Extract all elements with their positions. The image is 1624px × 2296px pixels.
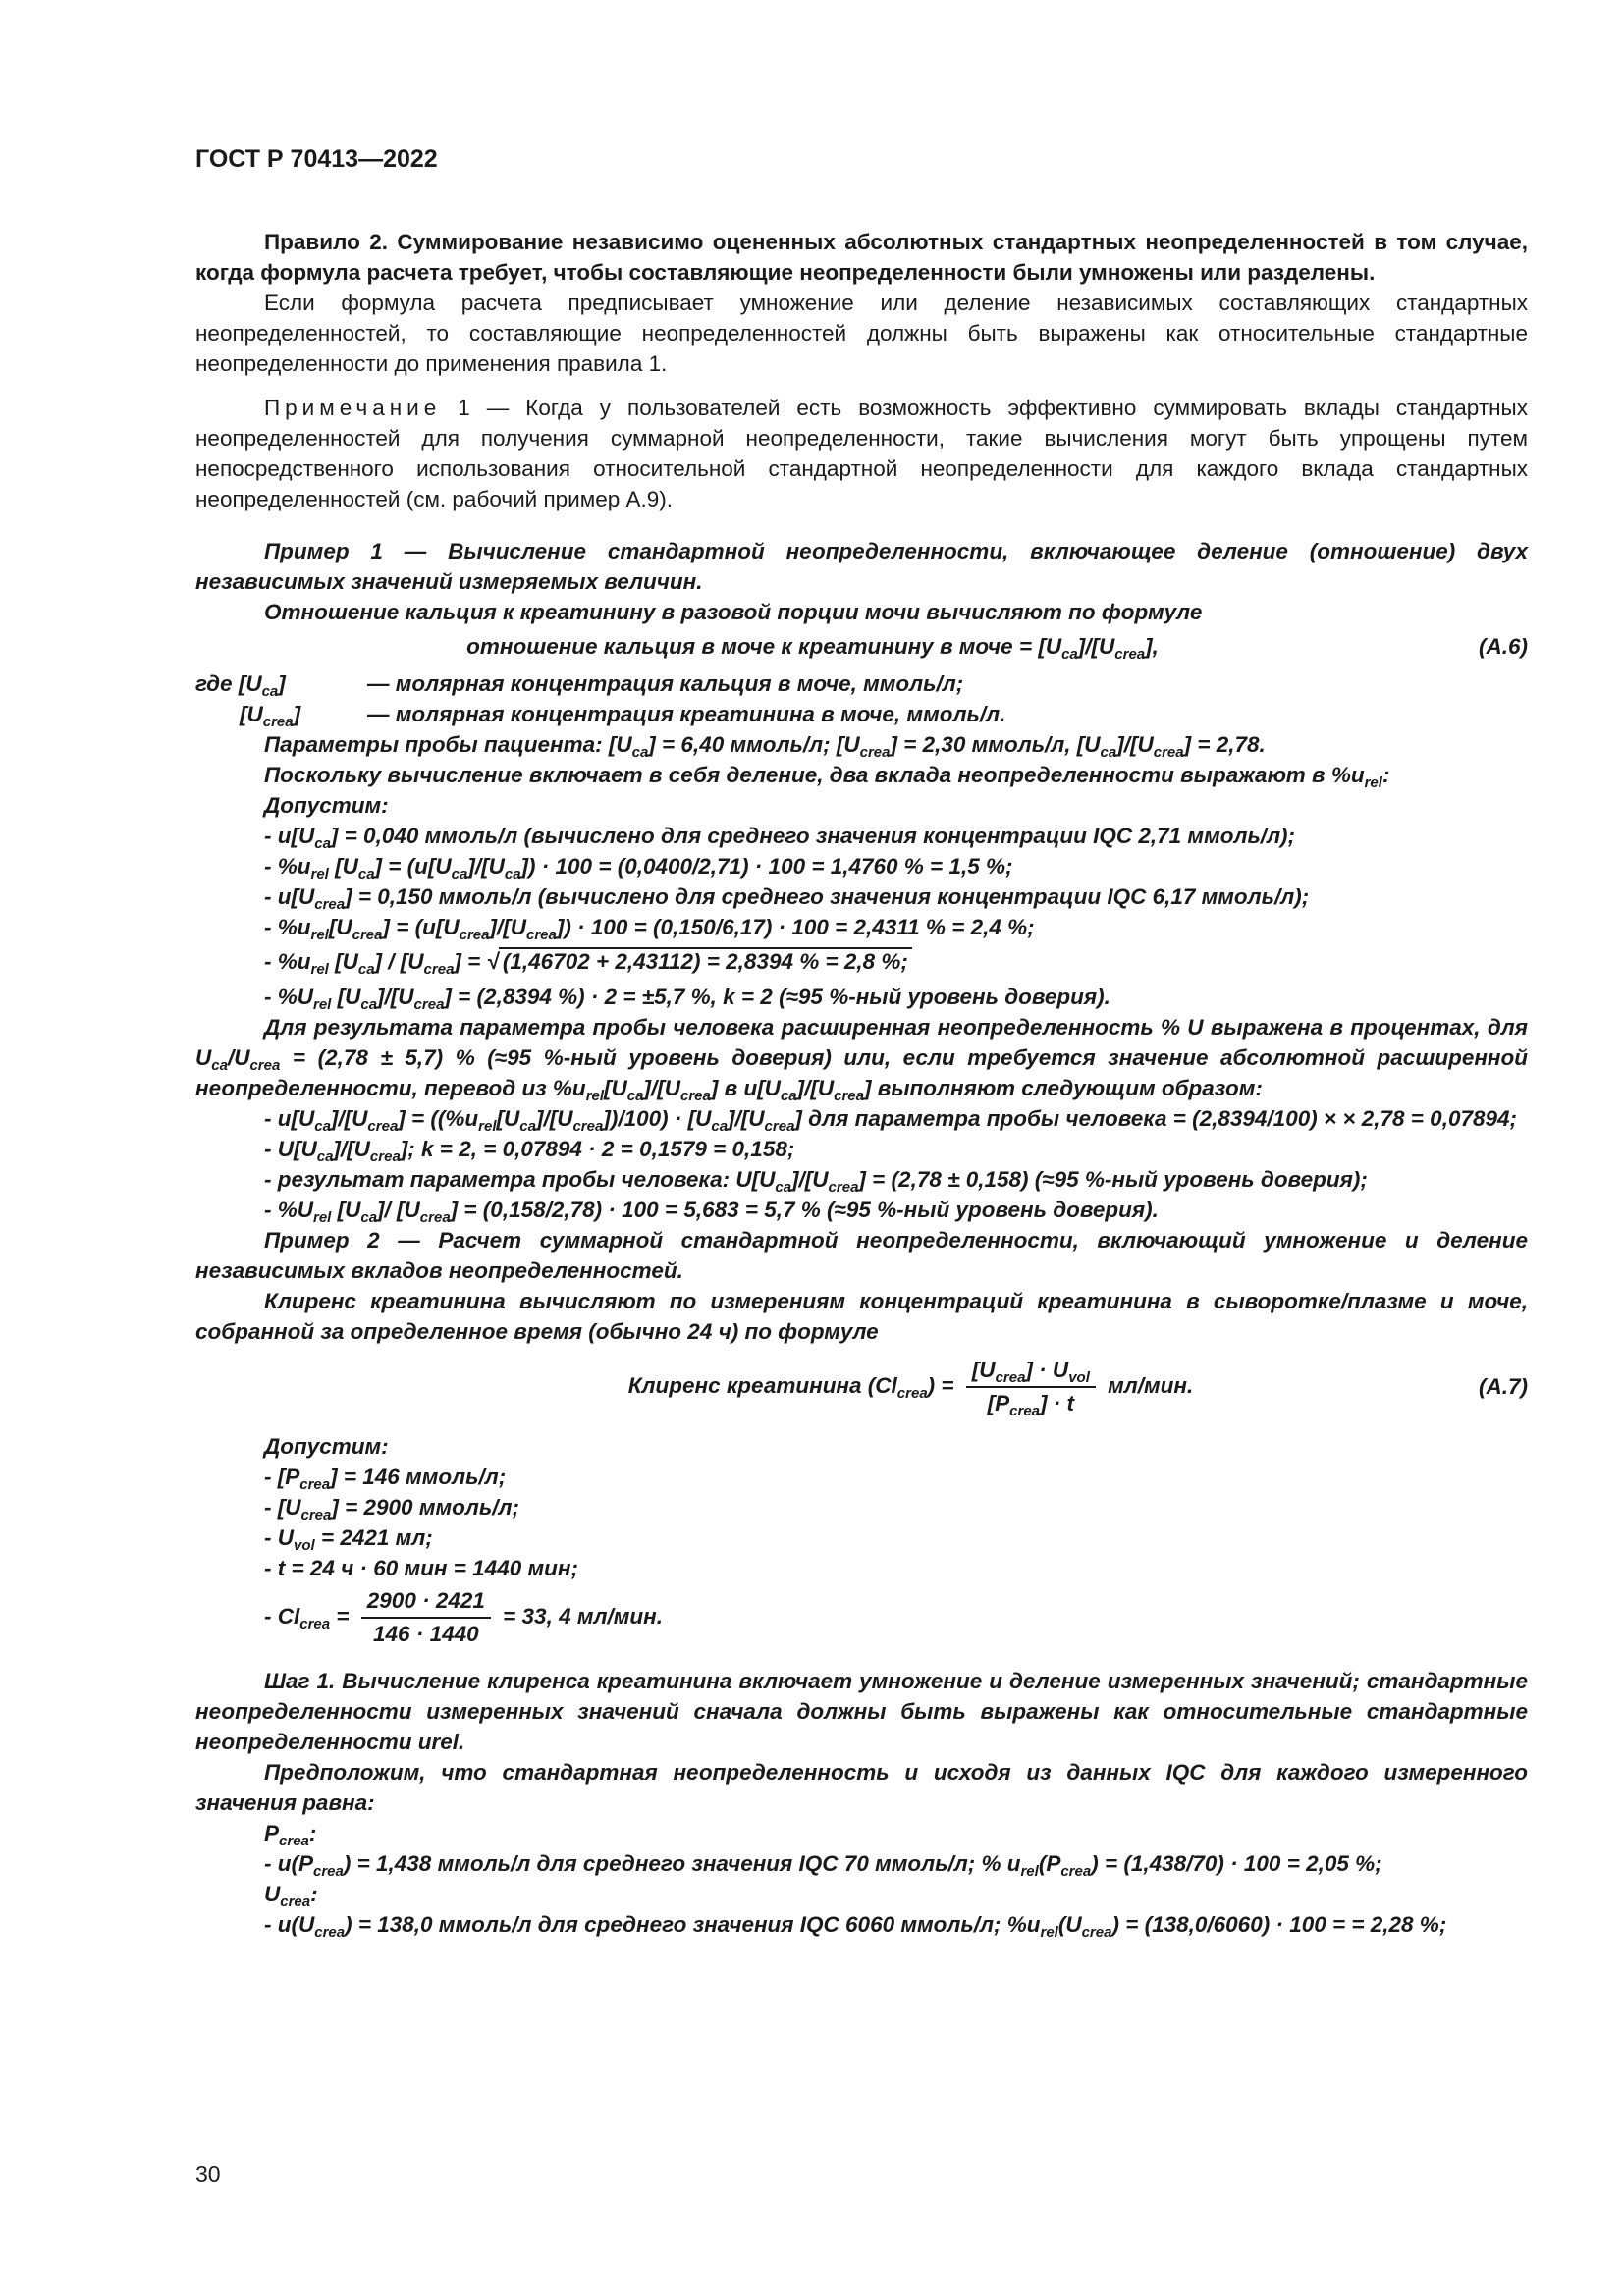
example1-intro: Отношение кальция к креатинину в разовой порции мочи вычисляют по формуле xyxy=(264,600,1203,624)
document-header: ГОСТ Р 70413—2022 xyxy=(195,145,438,173)
formula-a7-label: Клиренс креатинина xyxy=(627,1372,862,1398)
p-crea-line: - $u(P_{crea}) = 1,438$ ммоль/л для среднего значения IQC 70 ммоль/л; % $u_{rel}(P_{crea}) = (1,438/70) \cdot 100 = 2,05$ %; xyxy=(264,1851,1382,1880)
u-crea-label: $U_{crea}$: xyxy=(264,1882,318,1910)
formula-a6-text: отношение кальция в моче к креатинину в моче = [U xyxy=(466,634,1062,659)
example1-params: Параметры пробы пациента: $[U_{ca}] = 6,40$ ммоль/л; $[U_{crea}] = 2,30$ ммоль/л, $[U_{ca}]/[U_{crea}] = 2,78$. xyxy=(264,732,1266,761)
example1-since: Поскольку вычисление включает в себя деление, два вклада неопределенности выражают в $\%u_{rel}$: xyxy=(264,763,1390,791)
p-crea-label: $P_{crea}$: xyxy=(264,1821,317,1849)
example1-assume: Допустим: xyxy=(264,793,389,818)
note-paragraph xyxy=(195,393,1528,514)
value-line-2: - $[U_{crea}] = 2900$ ммоль/л; xyxy=(264,1495,519,1523)
where-clause-1: где $[U_{ca}]$ — молярная концентрация кальция в моче, ммоль/л; xyxy=(195,668,1528,699)
value-line-3: - $U_{vol} = 2421$ мл; xyxy=(264,1525,433,1554)
rule2-title: Правило 2. Суммирование независимо оцененных абсолютных стандартных неопределенностей в том случае, когда формула расчета требует, чтобы составляющие неопределенности были умножены или разделены. xyxy=(195,230,1528,285)
formula-a7: Клиренс креатинина $(Cl_{crea})$ = $\frac{[U_{crea}] \cdot U_{vol}}{[P_{crea}] \cdot t}$ мл/мин. (А.7) xyxy=(627,1358,1528,1419)
example2-intro: Клиренс креатинина вычисляют по измерениям концентраций креатинина в сыворотке/плазме и моче, собранной за определенное время (обычно 24 ч) по формуле xyxy=(195,1289,1528,1344)
note-label: Примечание xyxy=(264,396,442,420)
conv-line-3: - результат параметра пробы человека: $U[U_{ca}]/[U_{crea}] = (2,78 \pm 0,158)$ (≈95 %-ный уровень доверия); xyxy=(264,1167,1368,1196)
example1-expanded-paragraph: Для результата параметра пробы человека расширенная неопределенность % U выражена в процентах, для $U_{ca}/U_{crea} = (2,78 \pm 5,7)$ % (≈95 %-ный уровень доверия) или, если требуется значение абсолютной расширенной неопределенности, перевод из $\%u_{rel}[U_{ca}]/[U_{crea}]$ в $u[U_{ca}]/[U_{crea}]$ выполняют следующим образом: xyxy=(195,1015,1528,1104)
calc-line-1: - $u[U_{ca}] = 0,040$ ммоль/л (вычислено для среднего значения концентрации IQC 2,71 ммоль/л); xyxy=(264,824,1296,852)
page-number: 30 xyxy=(195,2162,221,2187)
value-line-4: - t = 24 ч · 60 мин = 1440 мин; xyxy=(264,1556,578,1580)
example2-title: Пример 2 — Расчет суммарной стандартной неопределенности, включающий умножение и деление независимых вкладов неопределенностей. xyxy=(195,1228,1528,1283)
formula-a6-number: (А.6) xyxy=(1479,634,1528,659)
example1-title: Пример 1 — Вычисление стандартной неопределенности, включающее деление (отношение) двух независимых значений измеряемых величин. xyxy=(195,539,1528,594)
formula-a7-unit: мл/мин. xyxy=(1108,1372,1194,1398)
conv-line-4: - $\%U_{rel}$ $[U_{ca}]/$ $[U_{crea}] = (0,158/2,78) \cdot 100 = 5,683 = 5,7$ % (≈95 %-ный уровень доверия). xyxy=(264,1198,1159,1226)
value-line-1: - $[P_{crea}] = 146$ ммоль/л; xyxy=(264,1465,507,1493)
example2-assume: Допустим: xyxy=(264,1434,389,1459)
suppose-paragraph: Предположим, что стандартная неопределенность и исходя из данных IQC для каждого измеренного значения равна: xyxy=(195,1760,1528,1815)
where-def-crea: — молярная концентрация креатинина в моче, ммоль/л. xyxy=(367,702,1006,726)
calc-line-5: - $\%u_{rel}$ $[U_{ca}] / [U_{crea}]$ = √ (1,46702 + 2,43112) = 2,8394 % = 2,8 %; xyxy=(195,942,1528,982)
document-page xyxy=(195,145,1528,1940)
value-line-5: - $Cl_{crea}$ = $\frac{2900 \cdot 2421}{146 \cdot 1440}$ = 33, 4 мл/мин. xyxy=(264,1588,663,1646)
calc-line-4: - $\%u_{rel}[U_{crea}] = (u[U_{crea}]/[U_{crea}]) \cdot 100 = (0,150/6,17) \cdot 100 = 2,4311$ % = 2,4 %; xyxy=(264,915,1035,943)
conv-line-2: - $U[U_{ca}]/[U_{crea}]$; k = 2, = 0,07894 · 2 = 0,1579 = 0,158; xyxy=(264,1137,795,1165)
calc-line-2: - $\%u_{rel}$ $[U_{ca}] = (u[U_{ca}]/[U_{ca}]) \cdot 100 = (0,0400/2,71) \cdot 100 = 1,4760$ % = 1,5 %; xyxy=(264,854,1013,882)
note-text: 1 — Когда у пользователей есть возможность эффективно суммировать вклады стандартных неопределенностей для получения суммарной неопределенности, такие вычисления могут быть упрощены путем непосредственного использования относительной стандартной неопределенности для каждого вклада стандартных неопределенностей (см. рабочий пример А.9). xyxy=(195,396,1528,511)
u-crea-line: - $u(U_{crea}) = 138,0$ ммоль/л для среднего значения IQC 6060 ммоль/л; $\%u_{rel}(U_{crea}) = (138,0/6060) \cdot 100$ = = 2,28 %; xyxy=(264,1912,1447,1941)
calc-line-3: - $u[U_{crea}] = 0,150$ ммоль/л (вычислено для среднего значения концентрации IQC 6,17 ммоль/л); xyxy=(264,884,1310,913)
formula-a7-number: (А.7) xyxy=(1479,1374,1528,1399)
where-clause-2: $[U_{crea}]$ — молярная концентрация креатинина в моче, ммоль/л. xyxy=(195,699,1528,729)
calc-line-6: - $\%U_{rel}$ $[U_{ca}]/[U_{crea}] = (2,8394$ %) · 2 = ±5,7 %, k = 2 (≈95 %-ный уровень доверия). xyxy=(264,985,1110,1013)
formula-a7-fraction: $\frac{[U_{crea}] \cdot U_{vol}}{[P_{crea}] \cdot t}$ xyxy=(966,1357,1096,1417)
conv-line-1: - $u[U_{ca}]/[U_{crea}] = ((\%u_{rel}[U_{ca}]/[U_{crea}])/100) \cdot [U_{ca}]/[U_{crea}]$ для параметра пробы человека = (2,8394/100) × × 2,78 = 0,07894; xyxy=(264,1106,1518,1135)
clearance-fraction: $\frac{2900 \cdot 2421}{146 \cdot 1440}$ xyxy=(361,1587,491,1648)
rule2-body: Если формула расчета предписывает умножение или деление независимых составляющих стандартных неопределенностей, то составляющие неопределенностей должны быть выражены как относительные стандартные неопределенности до применения правила 1. xyxy=(195,291,1528,376)
where-def-ca: — молярная концентрация кальция в моче, ммоль/л; xyxy=(367,671,964,696)
formula-a6: отношение кальция в моче к креатинину в моче = $[U_{ca}]/[U_{crea}]$, (А.6) xyxy=(195,631,1528,663)
where-label: где xyxy=(195,671,233,696)
step1-paragraph: Шаг 1. Вычисление клиренса креатинина включает умножение и деление измеренных значений; стандартные неопределенности измеренных значений сначала должны быть выражены как относительные стандартные неопределенности urel. xyxy=(195,1669,1528,1754)
